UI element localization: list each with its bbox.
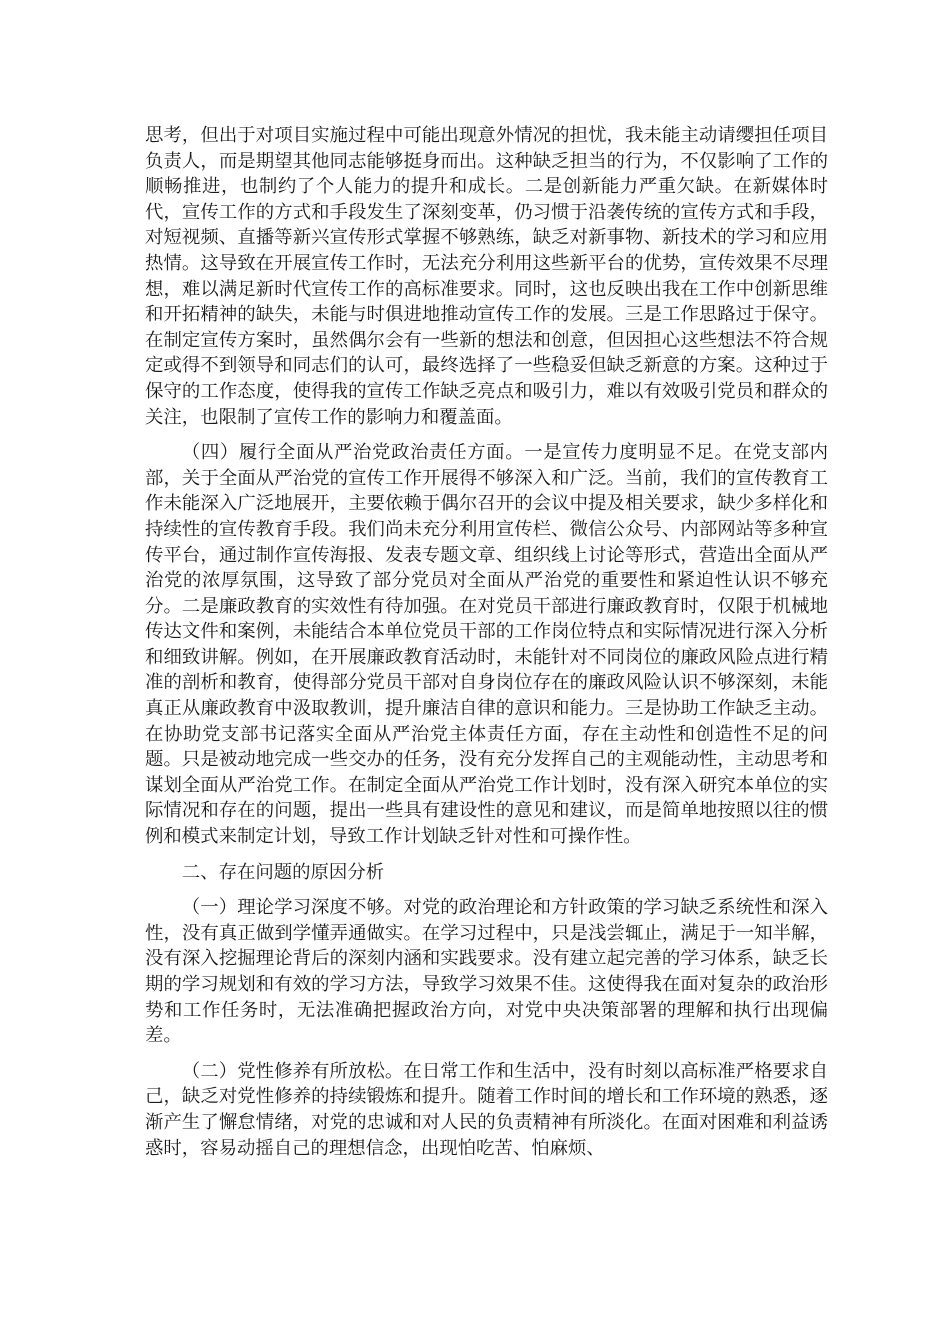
paragraph-section-four: （四）履行全面从严治党政治责任方面。一是宣传力度明显不足。在党支部内部，关于全面从严治党的宣传工作开展得不够深入和广泛。当前，我们的宣传教育工作未能深入广泛地展开，主要依赖于偶尔召开的会议中提及相关要求，缺少多样化和持续性的宣传教育手段。我们尚未充分利用宣传栏、微信公众号、内部网站等多种宣传平台，通过制作宣传海报、发表专题文章、组织线上讨论等形式，营造出全面从严治党的浓厚氛围，这导致了部分党员对全面从严治党的重要性和紧迫性认识不够充分。二是廉政教育的实效性有待加强。在对党员干部进行廉政教育时，仅限于机械地传达文件和案例，未能结合本单位党员干部的工作岗位特点和实际情况进行深入分析和细致讲解。例如，在开展廉政教育活动时，未能针对不同岗位的廉政风险点进行精准的剖析和教育，使得部分党员干部对自身岗位存在的廉政风险认识不够深刻，未能真正从廉政教育中汲取教训，提升廉洁自律的意识和能力。三是协助工作缺乏主动。在协助党支部书记落实全面从严治党主体责任方面，存在主动性和创造性不足的问题。只是被动地完成一些交办的任务，没有充分发挥自己的主观能动性，主动思考和谋划全面从严治党工作。在制定全面从严治党工作计划时，没有深入研究本单位的实际情况和存在的问题，提出一些具有建设性的意见和建议，而是简单地按照以往的惯例和模式来制定计划，导致工作计划缺乏针对性和可操作性。 — [145, 442, 828, 848]
document-page — [145, 123, 828, 1171]
paragraph-continuation: 思考，但出于对项目实施过程中可能出现意外情况的担忧，我未能主动请缨担任项目负责人，而是期望其他同志能够挺身而出。这种缺乏担当的行为，不仅影响了工作的顺畅推进，也制约了个人能力的提升和成长。二是创新能力严重欠缺。在新媒体时代，宣传工作的方式和手段发生了深刻变革，仍习惯于沿袭传统的宣传方式和手段，对短视频、直播等新兴宣传形式掌握不够熟练，缺乏对新事物、新技术的学习和应用热情。这导致在开展宣传工作时，无法充分利用这些新平台的优势，宣传效果不尽理想，难以满足新时代宣传工作的高标准要求。同时，这也反映出我在工作中创新思维和开拓精神的缺失，未能与时俱进地推动宣传工作的发展。三是工作思路过于保守。在制定宣传方案时，虽然偶尔会有一些新的想法和创意，但因担心这些想法不符合规定或得不到领导和同志们的认可，最终选择了一些稳妥但缺乏新意的方案。这种过于保守的工作态度，使得我的宣传工作缺乏亮点和吸引力，难以有效吸引党员和群众的关注，也限制了宣传工作的影响力和覆盖面。 — [145, 125, 828, 428]
section-heading-cause-analysis: 二、存在问题的原因分析 — [181, 861, 385, 883]
paragraph-cause-two: （二）党性修养有所放松。在日常工作和生活中，没有时刻以高标准严格要求自己，缺乏对党性修养的持续锻炼和提升。随着工作时间的增长和工作环境的熟悉，逐渐产生了懈怠情绪，对党的忠诚和对人民的负责精神有所淡化。在面对困难和利益诱惑时，容易动摇自己的理想信念，出现怕吃苦、怕麻烦、 — [145, 1060, 828, 1159]
paragraph-cause-one: （一）理论学习深度不够。对党的政治理论和方针政策的学习缺乏系统性和深入性，没有真正做到学懂弄通做实。在学习过程中，只是浅尝辄止，满足于一知半解，没有深入挖掘理论背后的深刻内涵和实践要求。没有建立起完善的学习体系，缺乏长期的学习规划和有效的学习方法，导致学习效果不佳。这使得我在面对复杂的政治形势和工作任务时，无法准确把握政治方向，对党中央决策部署的理解和执行出现偏差。 — [145, 897, 828, 1047]
